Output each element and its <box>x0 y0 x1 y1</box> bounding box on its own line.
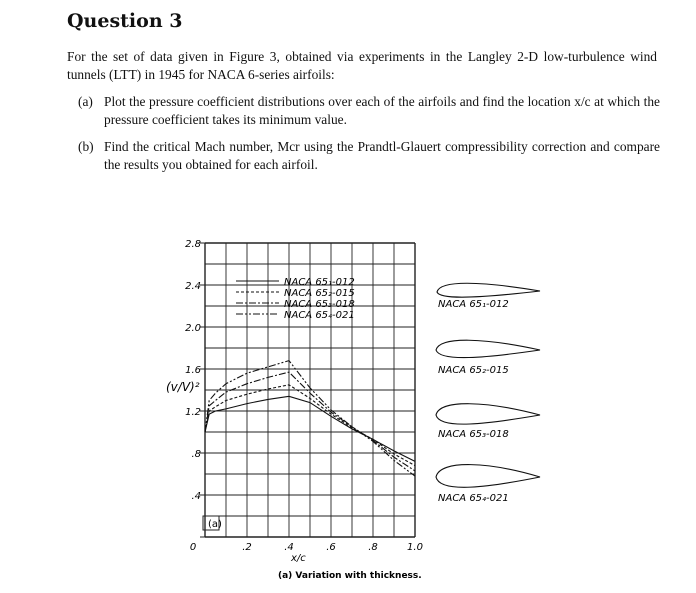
y-axis-label: (v/V)² <box>166 380 200 394</box>
airfoil-label-3: NACA 65₃-018 <box>438 429 509 440</box>
part-a-text: Plot the pressure coefficient distributions over each of the airfoils and find the location x/c at which the pressure coefficient takes its minimum value. <box>104 94 660 127</box>
y-tick-label: 2.8 <box>185 239 201 250</box>
airfoil-sketches <box>436 283 540 504</box>
y-tick-label: .4 <box>191 491 201 502</box>
airfoil-label-1: NACA 65₁-012 <box>438 299 509 310</box>
figure-caption: (a) Variation with thickness. <box>278 571 422 581</box>
part-b-label: (b) <box>78 139 94 154</box>
y-tick-label: 1.6 <box>185 365 201 376</box>
y-tick-label: .8 <box>191 449 201 460</box>
y-tick-label: 2.0 <box>185 323 201 334</box>
part-b-text: Find the critical Mach number, Mcr using the Prandtl-Glauert compressibility correction and compare the results you obtained for each airfoil. <box>104 139 660 172</box>
x-tick-label: .2 <box>242 542 252 553</box>
y-tick-label: 2.4 <box>185 281 201 292</box>
airfoil-label-2: NACA 65₂-015 <box>438 365 509 376</box>
legend-entry-2: NACA 65₂-015 <box>284 288 355 299</box>
x-tick-label: .6 <box>326 542 336 553</box>
x-tick-label: 0 <box>189 542 197 553</box>
chart-legend <box>236 277 355 321</box>
legend-entry-4: NACA 65₄-021 <box>284 310 355 321</box>
x-tick-label: .4 <box>284 542 294 553</box>
airfoil-shape-2 <box>436 340 540 357</box>
question-title: Question 3 <box>67 10 183 32</box>
question-intro: For the set of data given in Figure 3, obtained via experiments in the Langley 2-D low-turbulence wind tunnels (LTT) in 1945 for NACA 6-series airfoils: <box>67 49 657 82</box>
airfoil-shape-3 <box>436 404 540 424</box>
panel-label: (a) <box>208 519 222 530</box>
legend-entry-3: NACA 65₃-018 <box>284 299 355 310</box>
airfoil-shape-1 <box>437 283 540 297</box>
x-tick-label: .8 <box>368 542 378 553</box>
x-axis-label: x/c <box>291 553 306 564</box>
y-tick-label: 1.2 <box>185 407 201 418</box>
legend-entry-1: NACA 65₁-012 <box>284 277 355 288</box>
part-a-label: (a) <box>78 94 93 109</box>
airfoil-shape-4 <box>436 465 540 488</box>
airfoil-label-4: NACA 65₄-021 <box>438 493 509 504</box>
x-tick-label: 1.0 <box>407 542 423 553</box>
